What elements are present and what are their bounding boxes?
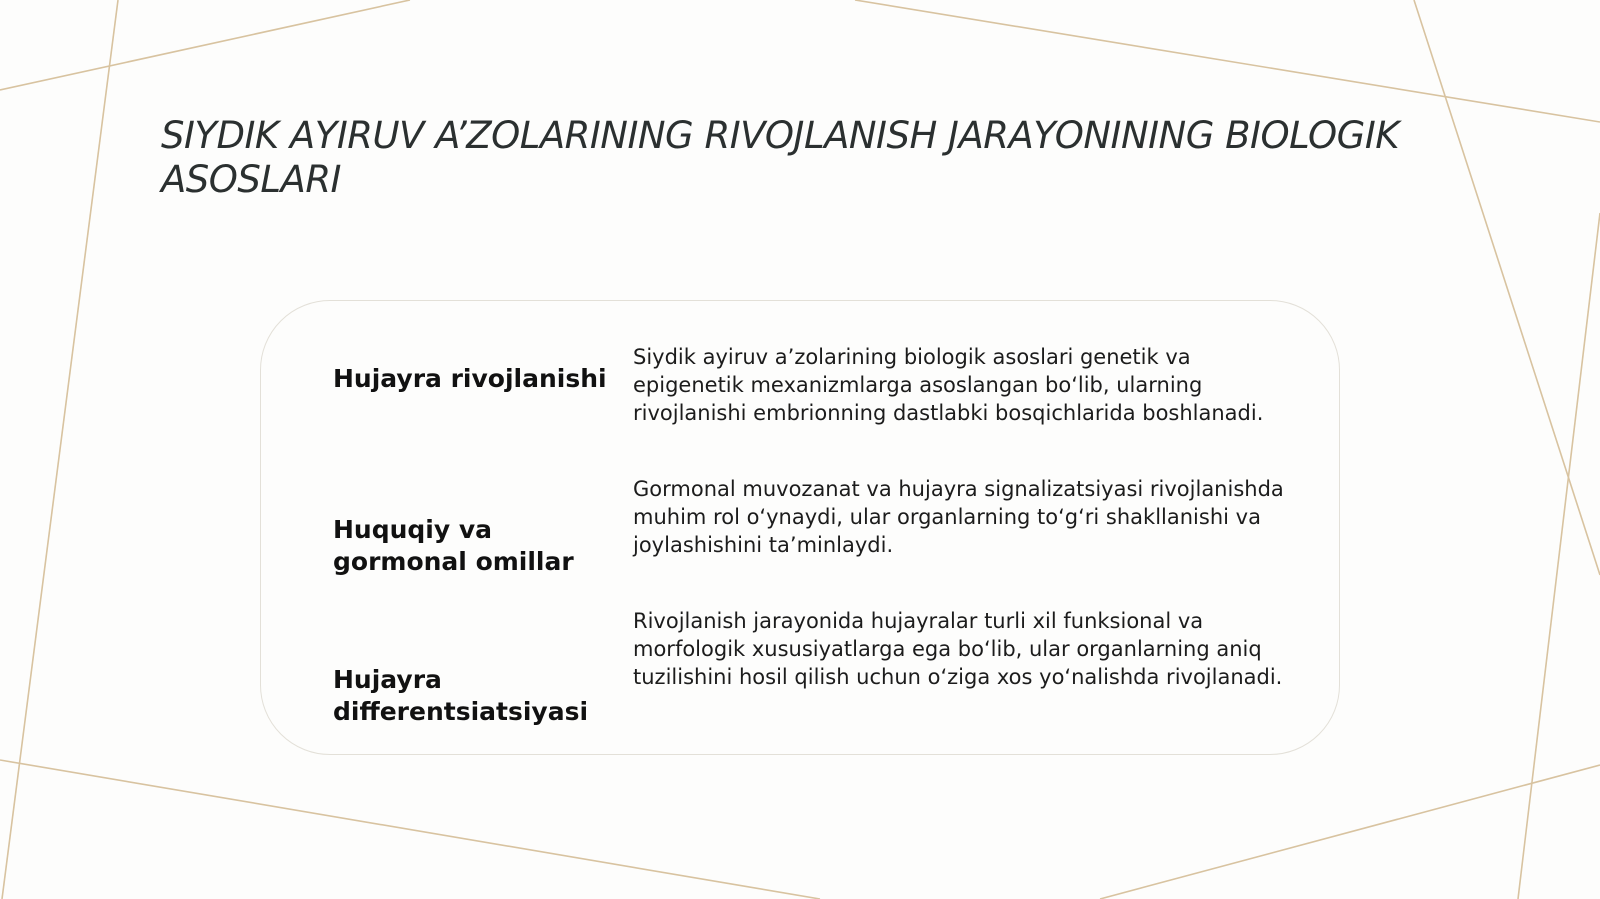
decor-line <box>0 0 410 90</box>
row-label-cell-development: Hujayra rivojlanishi <box>333 364 607 393</box>
decor-line <box>1100 765 1600 899</box>
decor-line <box>855 0 1600 122</box>
row-description-cell-development: Siydik ayiruv a’zolarining biologik asoslari genetik va epigenetik mexanizmlarga asoslangan bo‘lib, ularning rivojlanishi embrionning dastlabki bosqichlarida boshlanadi. <box>633 345 1264 425</box>
decor-line <box>1518 213 1600 899</box>
row-description-cell-differentiation: Rivojlanish jarayonida hujayralar turli xil funksional va morfologik xususiyatlarga ega bo‘lib, ular organlarning aniq tuzilishini hosil qilish uchun o‘ziga xos yo‘nalishda rivojlanadi. <box>633 609 1283 689</box>
content-card <box>260 300 1340 755</box>
decor-line <box>1414 0 1600 575</box>
row-label-cell-differentiation: Hujayra differentsiatsiyasi <box>333 665 589 726</box>
slide-title: SIYDIK AYIRUV A’ZOLARINING RIVOJLANISH JARAYONINING BIOLOGIK ASOSLARI <box>161 114 1400 201</box>
decor-line <box>0 760 820 899</box>
row-description-legal-hormonal-factors: Gormonal muvozanat va hujayra signalizatsiyasi rivojlanishda muhim rol o‘ynaydi, ular organlarning to‘g‘ri shakllanishi va joylashishini ta’minlaydi. <box>633 477 1284 557</box>
decor-line <box>2 0 118 899</box>
row-label-legal-hormonal-factors: Huquqiy va gormonal omillar <box>333 515 574 576</box>
